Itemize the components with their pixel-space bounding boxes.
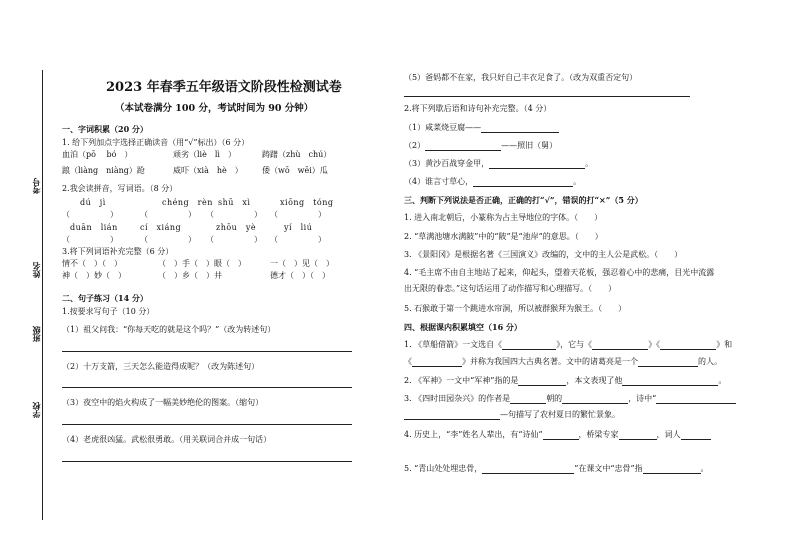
q1-3: 3.将下列词语补充完整（6 分） (62, 247, 174, 256)
judge-4a: 4. “毛主席不由自主地站了起来，仰起头，望着天花板，强忍着心中的悲痛，目光中流露 (404, 268, 715, 277)
judge-2: 2. “草满池塘水满陂”中的“陂”是“池岸”的意思。（ ） (404, 232, 603, 241)
fill-5: 5. “青山处处埋忠骨， ”在课文中“忠骨”指 。 (404, 464, 709, 473)
answer-paren-1[interactable]: （ ） (62, 210, 118, 219)
answer-paren-8[interactable]: （ ） (270, 235, 326, 244)
fill-1a: 1. 《草船借箭》一文选自《 》，它与《 》《 》和 (404, 340, 733, 349)
poem-2: （4）谁言寸草心， 。 (404, 177, 582, 186)
judge-3: 3. 《景阳冈》是根据名著《三国演义》改编的，文中的主人公是武松。（ ） (404, 250, 683, 259)
answer-paren-5[interactable]: （ ） (62, 235, 118, 244)
pinyin-4: xiōng tóng (280, 198, 334, 207)
fill-3b: —句描写了农村夏日的繁忙景象。 (404, 410, 620, 420)
label-xuexiao: 学校 (31, 402, 41, 418)
pinyin-8: yí liú (284, 223, 313, 232)
word-3: 一（ ）见（ ） (270, 259, 334, 268)
answer-paren-4[interactable]: （ ） (270, 210, 326, 219)
fill-1b: 《 》并称为我国四大古典名著。文中的诸葛亮是一个 的人。 (404, 357, 722, 366)
page-subtitle: （本试卷满分 100 分，考试时间为 90 分钟） (115, 103, 314, 114)
pinyin-2: chéng rèn (162, 198, 213, 207)
answer-line-5[interactable] (404, 96, 690, 97)
label-xingming: 姓名 (31, 262, 41, 278)
sentence-3: （3）夜空中的焰火构成了一幅美妙绝伦的图案。（缩句） (62, 398, 264, 407)
answer-line-1[interactable] (62, 351, 352, 352)
judge-4b: 出无限的眷恋。”这句话运用了动作描写和心理描写。（ ） (404, 284, 617, 293)
proverb-1: （1）咸菜烧豆腐—— (404, 123, 559, 133)
poem-1: （3）黄沙百战穿金甲， 。 (404, 159, 594, 168)
pinyin-6: cí xiáng (140, 223, 182, 232)
answer-line-2[interactable] (62, 387, 352, 388)
word-5: （ ）乡（ ）井 (158, 271, 222, 280)
section-4-heading: 四、根据课内积累填空（16 分） (404, 322, 522, 332)
fill-2: 2. 《军神》一文中“军神”指的是 ，本文表现了他 。 (404, 376, 727, 385)
answer-line-3[interactable] (62, 424, 352, 425)
page-title: 2023 年春季五年级语文阶段性检测试卷 (106, 80, 342, 95)
answer-paren-2[interactable]: （ ） (140, 210, 196, 219)
sentence-5: （5）爸妈都不在家，我只好自己丰衣足食了。（改为双重否定句） (404, 73, 638, 82)
pinyin-1: dú jì (80, 198, 106, 207)
label-kaohao: 考号 (31, 178, 41, 194)
answer-paren-3[interactable]: （ ） (206, 210, 262, 219)
word-6: 德才（ ）（ ） (270, 271, 330, 280)
section-3-heading: 三、判断下列说法是否正确，正确的打“√”，错误的打“×”（5 分） (404, 195, 643, 205)
answer-line-4[interactable] (62, 461, 352, 462)
q2-1: 1.按要求写句子（10 分） (62, 307, 155, 316)
reading-3: 踌躇（zhù chú） (262, 150, 332, 159)
section-2-heading: 二、句子练习（14 分） (62, 293, 148, 303)
sentence-1: （1）祖父问我：“你每天吃的就是这个吗？”（改为转述句） (62, 325, 276, 334)
answer-paren-7[interactable]: （ ） (206, 235, 262, 244)
fill-4: 4. 历史上，“李”姓名人辈出，有“诗仙” ，桥梁专家 ，词人 (404, 430, 711, 440)
label-banji: 班级 (31, 326, 41, 342)
reading-1: 血泊（pō bó ） (62, 150, 133, 159)
sentence-2: （2）十万支箭，三天怎么能造得成呢？（改为陈述句） (62, 362, 260, 371)
section-1-heading: 一、字词积累（20 分） (62, 124, 148, 134)
pinyin-5: duān lián (70, 223, 118, 232)
reading-2: 顽劣（liè lì ） (173, 150, 236, 159)
judge-1: 1. 进入南北朝后，小篆称为占主导地位的字体。（ ） (404, 213, 603, 222)
q2-2: 2.将下列歇后语和诗句补充完整。（4 分） (404, 104, 552, 113)
q1-2: 2.我会读拼音，写词语。（8 分） (62, 184, 178, 193)
binding-line (42, 70, 43, 520)
pinyin-7: zhōu yè (216, 223, 257, 232)
fill-3: 3. 《四时田园杂兴》的作者是 朝的 ，诗中“ (404, 394, 736, 404)
judge-5: 5. 石猴敢于第一个跳进水帘洞，所以被群猴拜为猴王。（ ） (404, 304, 627, 313)
reading-5: 威吓（xià hè ） (173, 166, 243, 175)
proverb-2: （2） ——照旧（舅） (404, 141, 558, 150)
reading-4: 踉（liàng niàng）跄 (62, 166, 145, 175)
answer-paren-6[interactable]: （ ） (140, 235, 196, 244)
sentence-4: （4）老虎很凶猛。武松很勇敢。（用关联词合并成一句话） (62, 435, 272, 444)
reading-6: 倭（wō wēi）瓜 (262, 166, 328, 175)
word-4: 神（ ）妙（ ） (62, 271, 126, 280)
pinyin-3: shū xì (218, 198, 251, 207)
word-2: （ ）手（ ）眼（ ） (158, 259, 246, 268)
q1-1: 1. 给下列加点字选择正确读音（用“√”标出）（6 分） (62, 138, 250, 147)
word-1: 情不（ ）（ ） (62, 259, 122, 268)
